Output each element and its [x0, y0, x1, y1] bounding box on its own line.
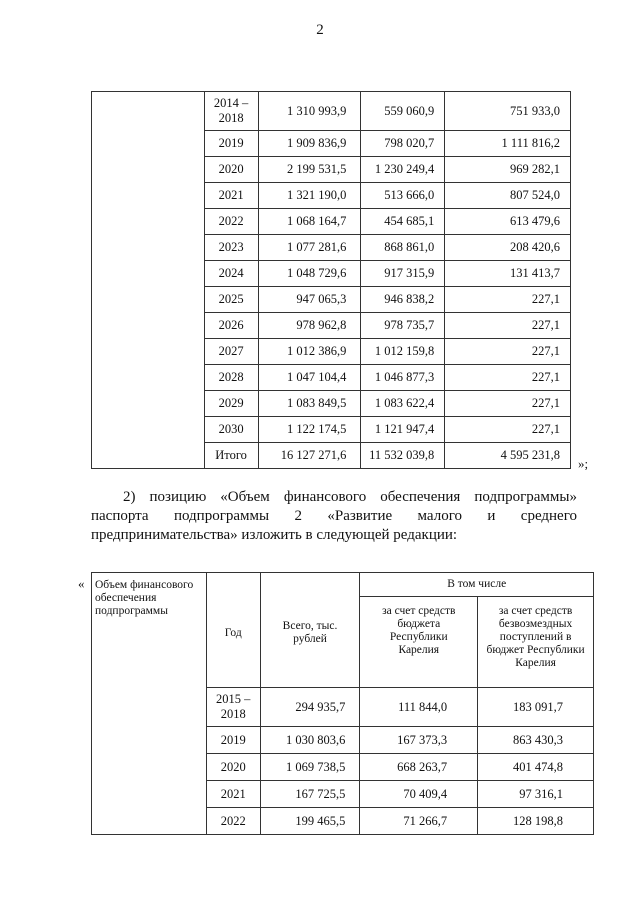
cell-year: 2026	[204, 313, 258, 339]
cell-gratuitous: 969 282,1	[445, 157, 571, 183]
cell-year: 2023	[204, 235, 258, 261]
cell-budget: 111 844,0	[360, 688, 478, 727]
cell-year: 2028	[204, 365, 258, 391]
cell-gratuitous: 751 933,0	[445, 92, 571, 131]
cell-gratuitous: 227,1	[445, 313, 571, 339]
funding-table-subprogram-2	[91, 572, 594, 835]
cell-total: 1 047 104,4	[258, 365, 361, 391]
row-label: Объем финансового обеспечения подпрограммы	[92, 573, 207, 835]
cell-budget: 668 263,7	[360, 754, 478, 781]
cell-year: 2020	[206, 754, 260, 781]
cell-gratuitous: 401 474,8	[478, 754, 594, 781]
cell-budget: 798 020,7	[361, 131, 445, 157]
cell-budget: 454 685,1	[361, 209, 445, 235]
table-row	[92, 92, 571, 131]
cell-budget: 946 838,2	[361, 287, 445, 313]
funding-table-continued	[91, 91, 571, 469]
cell-year: 2021	[204, 183, 258, 209]
cell-year: 2027	[204, 339, 258, 365]
cell-gratuitous: 97 316,1	[478, 781, 594, 808]
cell-total: 1 069 738,5	[260, 754, 360, 781]
cell-budget: 1 230 249,4	[361, 157, 445, 183]
cell-total: 1 083 849,5	[258, 391, 361, 417]
cell-total: 1 012 386,9	[258, 339, 361, 365]
cell-total: 1 068 164,7	[258, 209, 361, 235]
cell-year: 2015 – 2018	[206, 688, 260, 727]
paragraph-line: паспорта подпрограммы 2 «Развитие малого и среднего	[91, 508, 577, 524]
cell-year: 2020	[204, 157, 258, 183]
cell-year: 2022	[204, 209, 258, 235]
cell-total: 294 935,7	[260, 688, 360, 727]
cell-gratuitous: 227,1	[445, 365, 571, 391]
cell-total: 947 065,3	[258, 287, 361, 313]
paragraph-line: 2) позицию «Объем финансового обеспечения подпрограммы»	[123, 489, 577, 505]
cell-gratuitous: 183 091,7	[478, 688, 594, 727]
amendment-paragraph	[91, 488, 577, 545]
cell-year: 2019	[204, 131, 258, 157]
page-number: 2	[316, 22, 324, 38]
cell-total: 1 030 803,6	[260, 727, 360, 754]
cell-total: 1 077 281,6	[258, 235, 361, 261]
cell-year: 2019	[206, 727, 260, 754]
cell-gratuitous: 128 198,8	[478, 808, 594, 835]
cell-gratuitous: 227,1	[445, 287, 571, 313]
cell-total: 199 465,5	[260, 808, 360, 835]
cell-total: 167 725,5	[260, 781, 360, 808]
cell-budget: 559 060,9	[361, 92, 445, 131]
cell-budget: 1 121 947,4	[361, 417, 445, 443]
empty-label-cell	[92, 92, 205, 469]
cell-year: 2024	[204, 261, 258, 287]
cell-year: 2025	[204, 287, 258, 313]
opening-quote-mark: «	[78, 576, 85, 591]
cell-gratuitous: 863 430,3	[478, 727, 594, 754]
cell-year: 2022	[206, 808, 260, 835]
cell-total: 978 962,8	[258, 313, 361, 339]
paragraph-line: предпринимательства» изложить в следующей редакции:	[91, 527, 458, 543]
cell-gratuitous: 227,1	[445, 417, 571, 443]
cell-gratuitous: 227,1	[445, 391, 571, 417]
cell-gratuitous: 227,1	[445, 339, 571, 365]
cell-year: 2014 – 2018	[204, 92, 258, 131]
cell-gratuitous: 807 524,0	[445, 183, 571, 209]
cell-total: 2 199 531,5	[258, 157, 361, 183]
cell-year: 2029	[204, 391, 258, 417]
header-total: Всего, тыс. рублей	[260, 573, 360, 688]
cell-year: Итого	[204, 443, 258, 469]
header-including: В том числе	[360, 573, 594, 597]
cell-total: 1 321 190,0	[258, 183, 361, 209]
cell-budget: 11 532 039,8	[361, 443, 445, 469]
header-budget: за счет средств бюджета Республики Карелия	[360, 597, 478, 688]
cell-budget: 71 266,7	[360, 808, 478, 835]
cell-budget: 1 083 622,4	[361, 391, 445, 417]
cell-budget: 1 012 159,8	[361, 339, 445, 365]
cell-budget: 1 046 877,3	[361, 365, 445, 391]
cell-gratuitous: 208 420,6	[445, 235, 571, 261]
cell-budget: 978 735,7	[361, 313, 445, 339]
cell-gratuitous: 1 111 816,2	[445, 131, 571, 157]
cell-budget: 167 373,3	[360, 727, 478, 754]
cell-total: 16 127 271,6	[258, 443, 361, 469]
cell-budget: 917 315,9	[361, 261, 445, 287]
cell-gratuitous: 131 413,7	[445, 261, 571, 287]
cell-total: 1 909 836,9	[258, 131, 361, 157]
cell-total: 1 122 174,5	[258, 417, 361, 443]
header-gratuitous: за счет средств безвозмездных поступлений в бюджет Республики Карелия	[478, 597, 594, 688]
cell-year: 2030	[204, 417, 258, 443]
cell-gratuitous: 4 595 231,8	[445, 443, 571, 469]
cell-year: 2021	[206, 781, 260, 808]
cell-budget: 513 666,0	[361, 183, 445, 209]
cell-gratuitous: 613 479,6	[445, 209, 571, 235]
cell-total: 1 310 993,9	[258, 92, 361, 131]
closing-quote-mark: »;	[578, 456, 589, 471]
cell-budget: 868 861,0	[361, 235, 445, 261]
cell-budget: 70 409,4	[360, 781, 478, 808]
header-year: Год	[206, 573, 260, 688]
cell-total: 1 048 729,6	[258, 261, 361, 287]
